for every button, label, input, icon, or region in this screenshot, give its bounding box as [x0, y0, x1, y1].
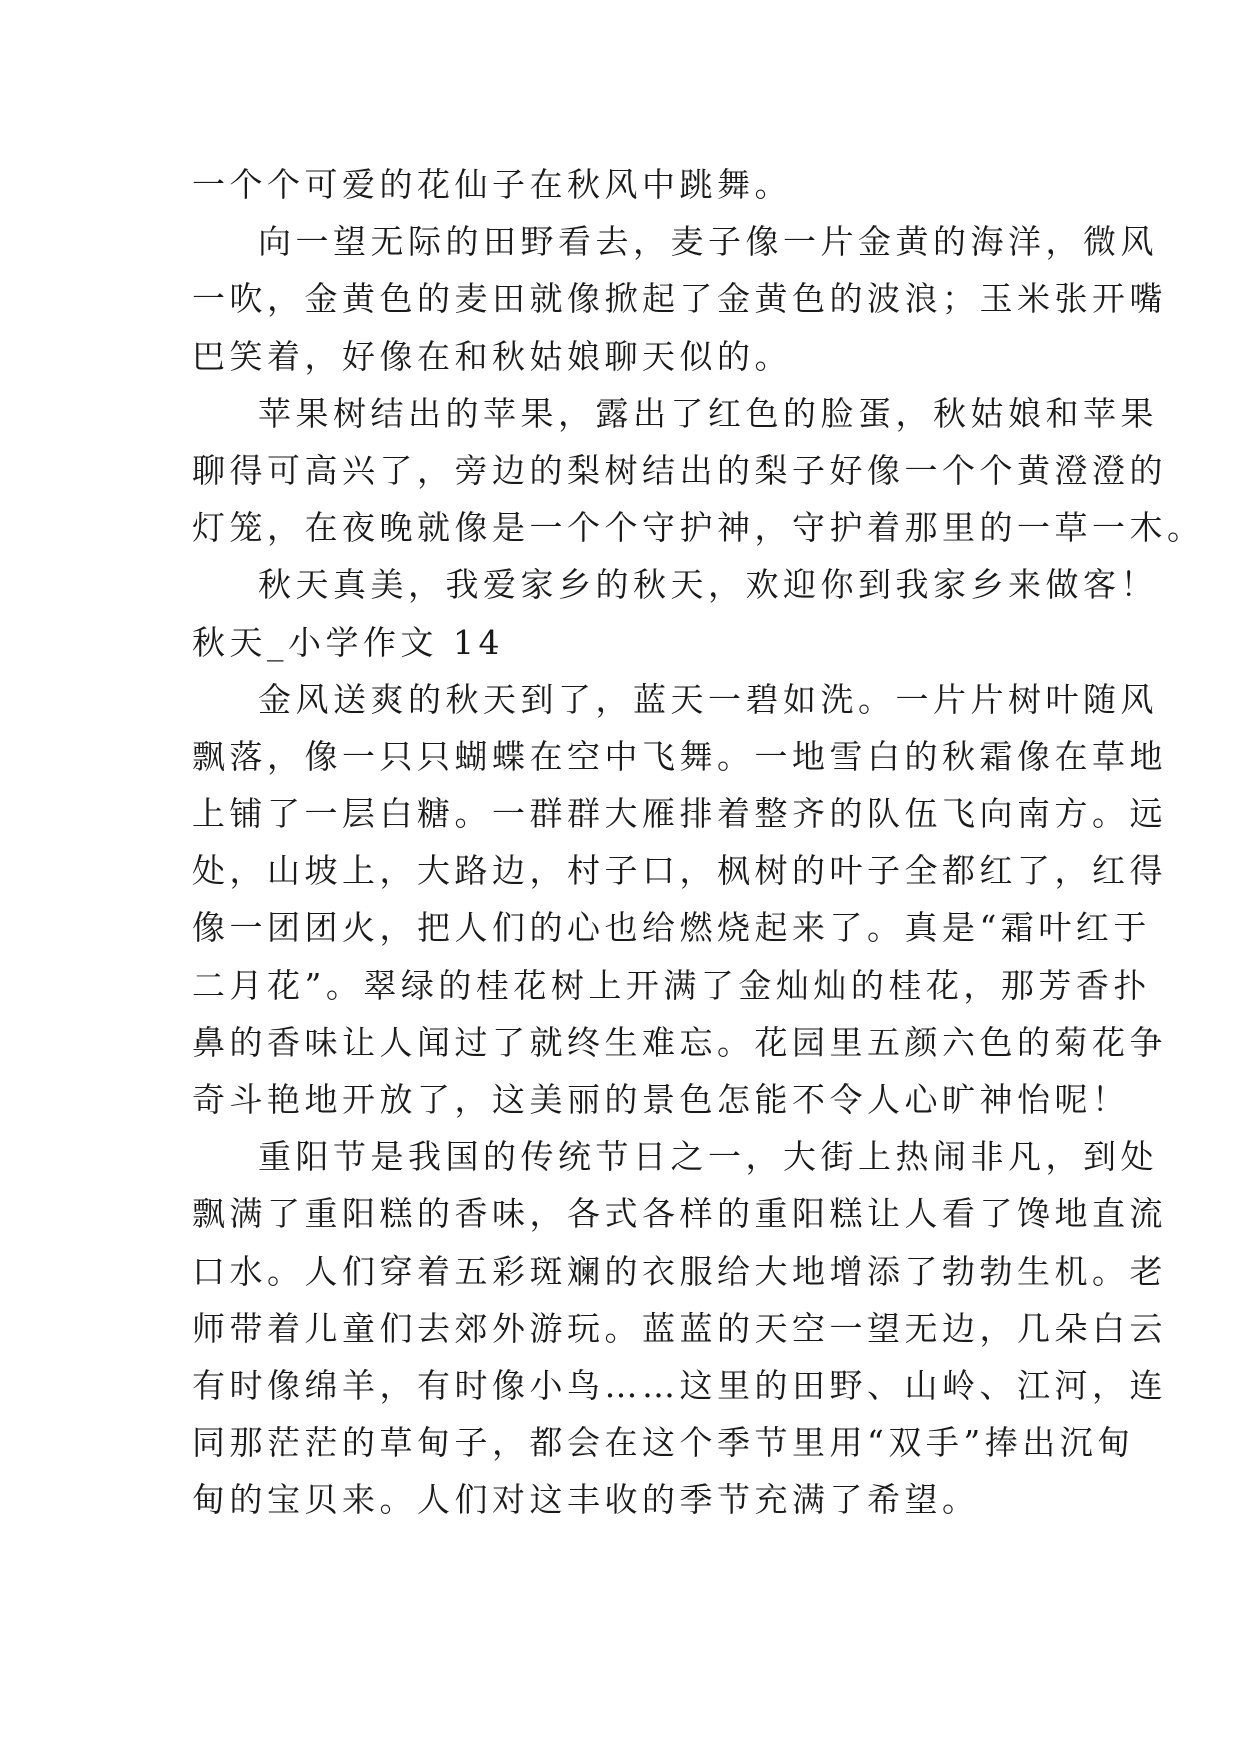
text-line: 师带着儿童们去郊外游玩。蓝蓝的天空一望无边，几朵白云: [192, 1308, 1167, 1348]
text-line: 鼻的香味让人闻过了就终生难忘。花园里五颜六色的菊花争: [192, 1022, 1167, 1062]
text-line: 甸的宝贝来。人们对这丰收的季节充满了希望。: [192, 1480, 980, 1520]
text-line: 巴笑着，好像在和秋姑娘聊天似的。: [192, 336, 792, 376]
text-line: 处，山坡上，大路边，村子口，枫树的叶子全都红了，红得: [192, 851, 1167, 891]
text-line: 聊得可高兴了，旁边的梨树结出的梨子好像一个个黄澄澄的: [192, 450, 1167, 490]
text-line: 口水。人们穿着五彩斑斓的衣服给大地增添了勃勃生机。老: [192, 1251, 1167, 1291]
text-line: 金风送爽的秋天到了，蓝天一碧如洗。一片片树叶随风: [258, 679, 1158, 719]
text-line: 灯笼，在夜晚就像是一个个守护神，守护着那里的一草一木。: [192, 508, 1205, 548]
text-line: 上铺了一层白糖。一群群大雁排着整齐的队伍飞向南方。远: [192, 794, 1167, 834]
text-line: 向一望无际的田野看去，麦子像一片金黄的海洋，微风: [258, 222, 1158, 262]
text-line: 重阳节是我国的传统节日之一，大街上热闹非凡，到处: [258, 1137, 1158, 1177]
text-line: 飘落，像一只只蝴蝶在空中飞舞。一地雪白的秋霜像在草地: [192, 736, 1167, 776]
text-line: 苹果树结出的苹果，露出了红色的脸蛋，秋姑娘和苹果: [258, 393, 1158, 433]
text-line: 奇斗艳地开放了，这美丽的景色怎能不令人心旷神怡呢！: [192, 1080, 1130, 1119]
text-line: 同那茫茫的草甸子，都会在这个季节里用“双手”捧出沉甸: [192, 1423, 1135, 1463]
text-line: 二月花”。翠绿的桂花树上开满了金灿灿的桂花，那芳香扑: [192, 965, 1151, 1005]
text-line: 有时像绵羊，有时像小鸟……这里的田野、山岭、江河，连: [192, 1365, 1167, 1405]
text-line: 飘满了重阳糕的香味，各式各样的重阳糕让人看了馋地直流: [192, 1194, 1167, 1234]
text-line: 一个个可爱的花仙子在秋风中跳舞。: [192, 165, 792, 204]
document-body: [192, 156, 1205, 1529]
text-line: 像一团团火，把人们的心也给燃烧起来了。真是“霜叶红于: [192, 908, 1151, 948]
section-heading: 秋天_小学作文 14: [192, 622, 504, 662]
text-line: 一吹，金黄色的麦田就像掀起了金黄色的波浪；玉米张开嘴: [192, 279, 1167, 319]
text-line: 秋天真美，我爱家乡的秋天，欢迎你到我家乡来做客！: [258, 565, 1158, 605]
